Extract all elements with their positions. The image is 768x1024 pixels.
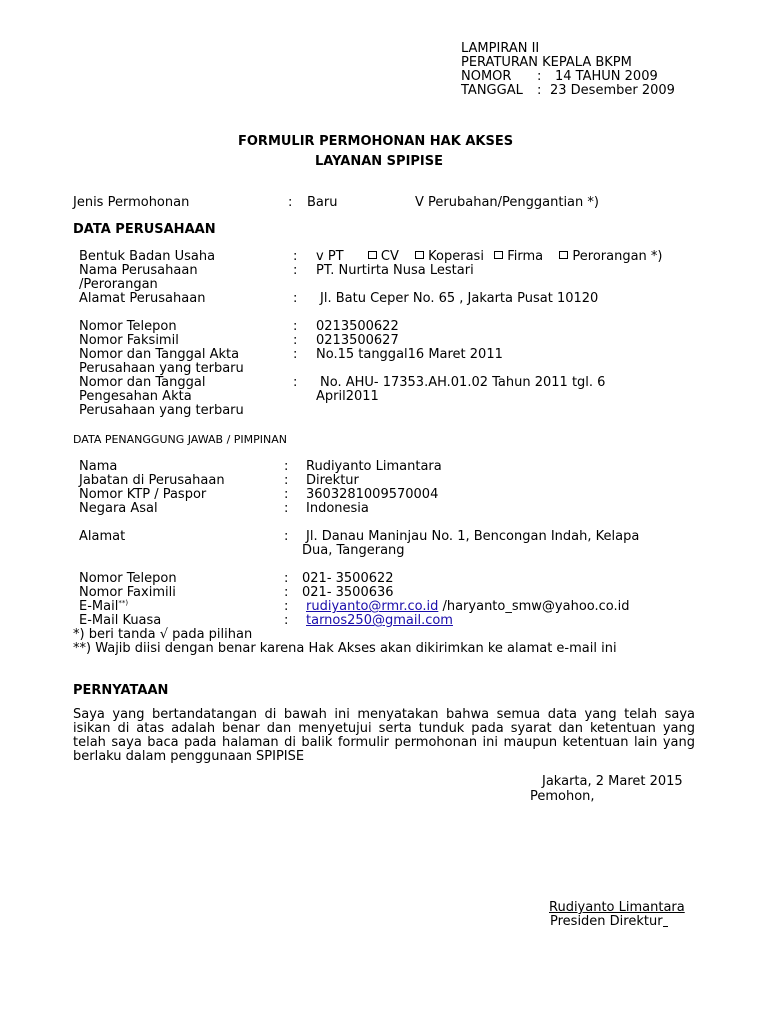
note-email: **) Wajib diisi dengan benar karena Hak Akses akan dikirimkan ke alamat e-mail ini (73, 641, 617, 656)
telepon-perusahaan-label: Nomor Telepon (79, 319, 177, 334)
signer-name: Rudiyanto Limantara (549, 900, 685, 915)
pic-telepon-separator: : (284, 571, 289, 586)
signer-title-text: Presiden Direktur (550, 914, 663, 929)
company-heading: DATA PERUSAHAAN (73, 222, 216, 237)
pic-jabatan-separator: : (284, 473, 289, 488)
tanggal-value: 23 Desember 2009 (550, 83, 675, 98)
nomor-separator: : (537, 69, 542, 84)
pic-jabatan-label: Jabatan di Perusahaan (79, 473, 225, 488)
pic-negara-separator: : (284, 501, 289, 516)
pengesahan-label: Nomor dan Tanggal (79, 375, 206, 390)
signer-title (550, 915, 668, 929)
pic-faximili-value: 021- 3500636 (302, 585, 394, 600)
email-link[interactable]: rudiyanto@rmr.co.id (306, 599, 439, 614)
form-subtitle: LAYANAN SPIPISE (315, 154, 444, 169)
pengesahan-label-2: Pengesahan Akta (79, 389, 192, 404)
nama-perusahaan-label-2: /Perorangan (79, 277, 158, 292)
nama-perusahaan-separator: : (293, 263, 298, 278)
pic-ktp-label: Nomor KTP / Paspor (79, 487, 207, 502)
pic-alamat-value-2: Dua, Tangerang (302, 543, 405, 558)
option-cv: CV (380, 249, 399, 264)
pengesahan-value: No. AHU- 17353.AH.01.02 Tahun 2011 tgl. 6 (320, 375, 606, 390)
email-footnote-mark: **) (118, 599, 129, 607)
bentuk-separator: : (293, 249, 298, 264)
pengesahan-separator: : (293, 375, 298, 390)
nama-perusahaan-label: Nama Perusahaan (79, 263, 198, 278)
pic-alamat-separator: : (284, 529, 289, 544)
kuasa-email-link[interactable]: tarnos250@gmail.com (306, 613, 453, 628)
pic-kuasa-label: E-Mail Kuasa (79, 613, 162, 628)
option-koperasi: Koperasi (428, 249, 484, 264)
lampiran-label: LAMPIRAN II (461, 41, 540, 56)
pic-ktp-separator: : (284, 487, 289, 502)
faksimil-value: 0213500627 (316, 333, 399, 348)
pic-kuasa-separator: : (284, 613, 289, 628)
faksimil-separator: : (293, 333, 298, 348)
faksimil-label: Nomor Faksimil (79, 333, 179, 348)
tanggal-separator: : (537, 83, 542, 98)
pic-alamat-label: Alamat (79, 529, 126, 544)
pic-email-label (79, 600, 128, 614)
nama-perusahaan-value: PT. Nurtirta Nusa Lestari (316, 263, 474, 278)
form-title: FORMULIR PERMOHONAN HAK AKSES (238, 134, 514, 149)
akta-value: No.15 tanggal16 Maret 2011 (316, 347, 503, 362)
alamat-perusahaan-separator: : (293, 291, 298, 306)
checkbox-cv-icon (368, 251, 377, 259)
jenis-label: Jenis Permohonan (73, 195, 190, 210)
pic-faximili-label: Nomor Faximili (79, 585, 176, 600)
nomor-label: NOMOR (461, 69, 512, 84)
jenis-separator: : (288, 195, 293, 210)
bentuk-label: Bentuk Badan Usaha (79, 249, 216, 264)
pic-jabatan-value: Direktur (306, 473, 359, 488)
option-perorangan: Perorangan *) (572, 249, 663, 264)
pic-negara-value: Indonesia (306, 501, 369, 516)
pic-email-value (306, 600, 630, 614)
akta-separator: : (293, 347, 298, 362)
pic-faximili-separator: : (284, 585, 289, 600)
pic-nama-label: Nama (79, 459, 118, 474)
pic-ktp-value: 3603281009570004 (306, 487, 439, 502)
checkbox-perorangan-icon (559, 251, 568, 259)
telepon-perusahaan-value: 0213500622 (316, 319, 399, 334)
tanggal-label: TANGGAL (461, 83, 523, 98)
place-date: Jakarta, 2 Maret 2015 (542, 774, 683, 789)
alamat-perusahaan-value: Jl. Batu Ceper No. 65 , Jakarta Pusat 10120 (320, 291, 599, 306)
email-label-text: E-Mail (79, 599, 119, 614)
option-firma: Firma (507, 249, 544, 264)
signature-underline (663, 915, 668, 927)
jenis-perubahan: V Perubahan/Penggantian *) (415, 195, 599, 210)
pic-telepon-value: 021- 3500622 (302, 571, 394, 586)
pengesahan-label-3: Perusahaan yang terbaru (79, 403, 244, 418)
pic-email-separator: : (284, 599, 289, 614)
peraturan-label: PERATURAN KEPALA BKPM (461, 55, 632, 70)
bentuk-options (316, 250, 663, 264)
pic-nama-value: Rudiyanto Limantara (306, 459, 442, 474)
akta-label: Nomor dan Tanggal Akta (79, 347, 240, 362)
alamat-perusahaan-label: Alamat Perusahaan (79, 291, 206, 306)
checkbox-koperasi-icon (415, 251, 424, 259)
pengesahan-value-2: April2011 (316, 389, 379, 404)
pic-alamat-value: Jl. Danau Maninjau No. 1, Bencongan Indah, Kelapa (306, 529, 640, 544)
nomor-value: 14 TAHUN 2009 (555, 69, 658, 84)
signer-role: Pemohon, (530, 789, 595, 804)
pic-negara-label: Negara Asal (79, 501, 158, 516)
pic-telepon-label: Nomor Telepon (79, 571, 177, 586)
pic-heading: DATA PENANGGUNG JAWAB / PIMPINAN (73, 433, 287, 446)
jenis-baru: Baru (307, 195, 338, 210)
note-checkmark: *) beri tanda √ pada pilihan (73, 627, 253, 642)
statement-heading: PERNYATAAN (73, 683, 169, 698)
akta-label-2: Perusahaan yang terbaru (79, 361, 244, 376)
telepon-perusahaan-separator: : (293, 319, 298, 334)
pic-nama-separator: : (284, 459, 289, 474)
checkbox-firma-icon (494, 251, 503, 259)
statement-text: Saya yang bertandatangan di bawah ini menyatakan bahwa semua data yang telah saya isikan di atas adalah benar dan menyetujui serta tunduk pada syarat dan ketentuan yang telah saya baca pada halaman di balik formulir permohonan ini maupun ketentuan lain yang berlaku dalam penggunaan SPIPISE (73, 707, 695, 764)
option-pt: v PT (316, 249, 344, 264)
email-alt: /haryanto_smw@yahoo.co.id (438, 599, 630, 614)
